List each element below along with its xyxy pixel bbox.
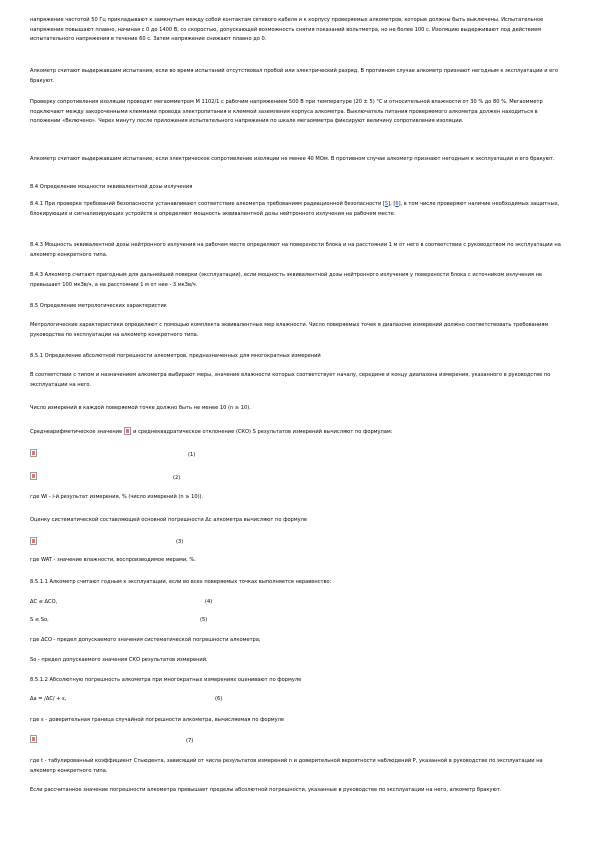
broken-image-icon	[30, 537, 37, 545]
paragraph-epsilon-definition: где ε - доверительная граница случайной погрешности алкометра, вычисляемая по формуле	[30, 717, 285, 723]
reference-link-6[interactable]: 6	[395, 201, 399, 207]
paragraph-8-4-1-text-end: ], в том числе проверяют наличие необходимых защитных, блокирующих и сигнализирующих устройств и определяют мощность эквивалентной дозы нейтронного излучения на рабочем месте.	[30, 201, 560, 217]
section-heading-8-4: 8.4 Определение мощности эквивалентной дозы излучения	[30, 184, 193, 190]
paragraph-measurement-count: Число измерений в каждой поверяемой точке должно быть не менее 10 (n ≥ 10).	[30, 405, 251, 411]
equation-number-7: (7)	[186, 738, 194, 744]
paragraph-8-5-1-1: 8.5.1.1 Алкометр считают годным к эксплуатации, если во всех поверяемых точках выполняется неравенство:	[30, 579, 332, 585]
equation-number-6: (6)	[215, 696, 223, 702]
paragraph-wat-definition: где WAT - значение влажности, воспроизводимое мерами, %.	[30, 557, 196, 563]
paragraph-insulation-check: Проверку сопротивления изоляции проводят мегаомметром М 1102/1 с рабочим напряжением 500 В при температуре (20 ± 5) °С и относительной влажности от 30 % до 80 %. Мегаомметр подключают между закороченными клеммами провода электропитания и клеммой заземления корпуса алкометра. Выключатель питания проверяемого алкометра должен находиться в положении «Включено». Через минуту после приложения испытательного напряжения по шкале мегаомметра фиксируют величину сопротивления изоляции.	[30, 99, 543, 125]
broken-image-icon	[30, 735, 37, 743]
reference-separator: ], [	[388, 201, 396, 207]
paragraph-mean-sko	[30, 425, 562, 438]
broken-image-icon	[30, 449, 37, 457]
paragraph-student-coefficient: где t - табулированный коэффициент Стьюдента, зависящий от числа результатов измерений n и доверительной вероятности наблюдений P, указанной в руководстве по эксплуатации на алкометр конкретного типа.	[30, 758, 543, 774]
paragraph-so-definition: So - предел допускаемого значения СКО результатов измерений.	[30, 657, 208, 663]
paragraph-8-4-1	[30, 200, 562, 219]
paragraph-measure-selection: В соответствии с типом и назначением алкометра выбирают меры, значение влажности которых соответствует началу, середине и концу диапазона измерения, указанного в руководстве по эксплуатации на него.	[30, 372, 551, 388]
mean-text-start: Среднеарифметическое значение	[30, 429, 123, 435]
equation-number-5: (5)	[200, 617, 208, 623]
inequality-6: Δа = /ΔС/ + ε,	[30, 696, 67, 702]
paragraph-systematic-error: Оценку систематической составляющей основной погрешности Δс алкометра вычисляют по формуле	[30, 517, 308, 523]
equation-number-2: (2)	[173, 475, 181, 481]
section-heading-8-5-1: 8.5.1 Определение абсолютной погрешности алкометров, предназначенных для многократных измерений	[30, 353, 321, 359]
broken-image-icon	[30, 472, 37, 480]
mean-text-end: и среднеквадратическое отклонение (СКО) S результатов измерений вычисляют по формулам:	[133, 429, 393, 435]
paragraph-insulation-result: Алкометр считают выдержавшим испытание, если электрическое сопротивление изоляции не менее 40 МОм. В противном случае алкометр признают негодным к эксплуатации и его бракуют.	[30, 156, 555, 162]
paragraph-test-voltage: напряжение частотой 50 Гц прикладывают к замкнутым между собой контактам сетевого кабеля и к корпусу проверяемых алкометров, которые должны быть выключены. Испытательное напряжение повышают плавно, начиная с 0 до 1400 В, со скоростью, допускающей возможность снятия показаний вольтметра, но не более 100 с. Изоляцию выдерживают под действием испытательного напряжения в течение 60 с. Затем напряжение снижают плавно до 0.	[30, 17, 544, 43]
reference-link-5[interactable]: 5	[384, 201, 389, 207]
paragraph-breakdown-result: Алкометр считают выдержавшим испытания, если во время испытаний отсутствовал пробой или электрический разряд. В противном случае алкометр признают негодным к эксплуатации и его бракуют.	[30, 68, 559, 84]
paragraph-dco-definition: где ΔСО - предел допускаемого значения систематической погрешности алкометра;	[30, 637, 261, 643]
paragraph-rejection: Если рассчитанное значение погрешности алкометра превышает пределы абсолютной погрешности, указанные в руководстве по эксплуатации на него, алкометр бракуют.	[30, 787, 502, 793]
paragraph-8-4-1-text-start: 8.4.1 При проверке требований безопасности устанавливают соответствие алкометра требованиям радиационной безопасности [	[30, 201, 385, 207]
paragraph-metrology: Метрологические характеристики определяют с помощью комплекта эквивалентных мер влажности. Число поверяемых точек в диапазоне измерений должно соответствовать требованиям руководства по эксплуатации на алкометр конкретного типа.	[30, 322, 549, 338]
paragraph-wi-definition: где Wi - i-й результат измерения, % (число измерений (n ≥ 10)).	[30, 494, 204, 500]
paragraph-8-4-3-acceptance: 8.4.3 Алкометр считают пригодным для дальнейшей поверки (эксплуатации), если мощность эквивалентной дозы нейтронного излучения у поверхности блока с источником излучения не превышает 100 мкЗв/ч, а на расстоянии 1 м от нее - 3 мкЗв/ч.	[30, 272, 543, 288]
broken-image-icon	[124, 427, 131, 435]
equation-number-3: (3)	[176, 539, 184, 545]
paragraph-8-4-3-dose: 8.4.3 Мощность эквивалентной дозы нейтронного излучения на рабочем месте определяют на поверхности блока и на расстоянии 1 м от него в соответствии с руководством по эксплуатации на алкометр конкретного типа.	[30, 242, 561, 258]
paragraph-8-5-1-2: 8.5.1.2 Абсолютную погрешность алкометра при многократных измерениях оценивают по формуле	[30, 677, 302, 683]
equation-number-1: (1)	[188, 452, 196, 458]
inequality-4: ΔС ≤ ΔСО,	[30, 599, 58, 605]
section-heading-8-5: 8.5 Определение метрологических характеристик	[30, 303, 167, 309]
equation-number-4: (4)	[205, 599, 213, 605]
inequality-5: S ≤ So,	[30, 617, 49, 623]
